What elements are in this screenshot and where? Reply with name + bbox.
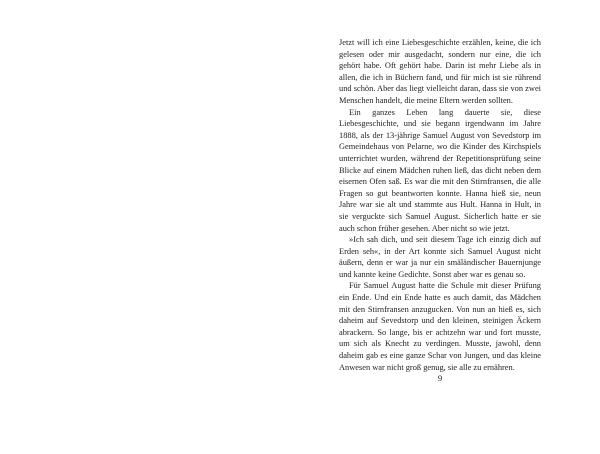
paragraph: Ein ganzes Leben lang dauerte sie, diese Liebesgeschichte, und sie begann irgendwann im Jahre 1888, als der 13-jährige Samuel August von Sevedstorp im Gemeindehaus von Pelarne, wo die Kinder des Kirchspiels unterrichtet wurden, während der Repetitionsprüfung seine Blicke auf einem Mädchen ruhen ließ, das dicht neben dem eisernen Ofen saß. Es war die mit den Stirnfransen, die alle Fragen so gut beantworten konnte. Hanna hieß sie, neun Jahre war sie alt und stammte aus Hult. Hanna in Hult, in sie verguckte sich Samuel August. Sicherlich hatte er sie auch schon früher gesehen. Aber nicht so wie jetzt. — [339, 107, 541, 233]
paragraph: »Ich sah dich, und seit diesem Tage ich einzig dich auf Erden seh«, in der Art konnte sich Samuel August nicht äußern, denn er war ja nur ein smäländischer Bauernjunge und kannte keine Gedichte. Sonst aber war es genau so. — [339, 235, 541, 279]
paragraph: Jetzt will ich eine Liebesgeschichte erzählen, keine, die ich gelesen oder mir ausgedacht, sondern nur eine, die ich gehört habe. Oft gehört habe. Darin ist mehr Liebe als in allen, die ich in Büchern fand, und für mich ist sie rührend und schön. Aber das liegt vielleicht daran, dass sie von zwei Menschen handelt, die meine Eltern werden sollten. — [339, 38, 541, 105]
page-body — [339, 37, 541, 373]
page-number: 9 — [437, 373, 443, 383]
paragraph: Für Samuel August hatte die Schule mit dieser Prüfung ein Ende. Und ein Ende hatte es auch damit, das Mädchen mit den Stirnfransen anzugucken. Von nun an hieß es, sich daheim auf Sevedstorp und den kleinen, steinigen Äckern abrackern. So lange, bis er achtzehn war und fort musste, um sich als Knecht zu verdingen. Musste, jawohl, denn daheim gab es eine ganze Schar von Jungen, und das kleine Anwesen war nicht groß genug, sie alle zu ernähren. — [339, 281, 541, 372]
